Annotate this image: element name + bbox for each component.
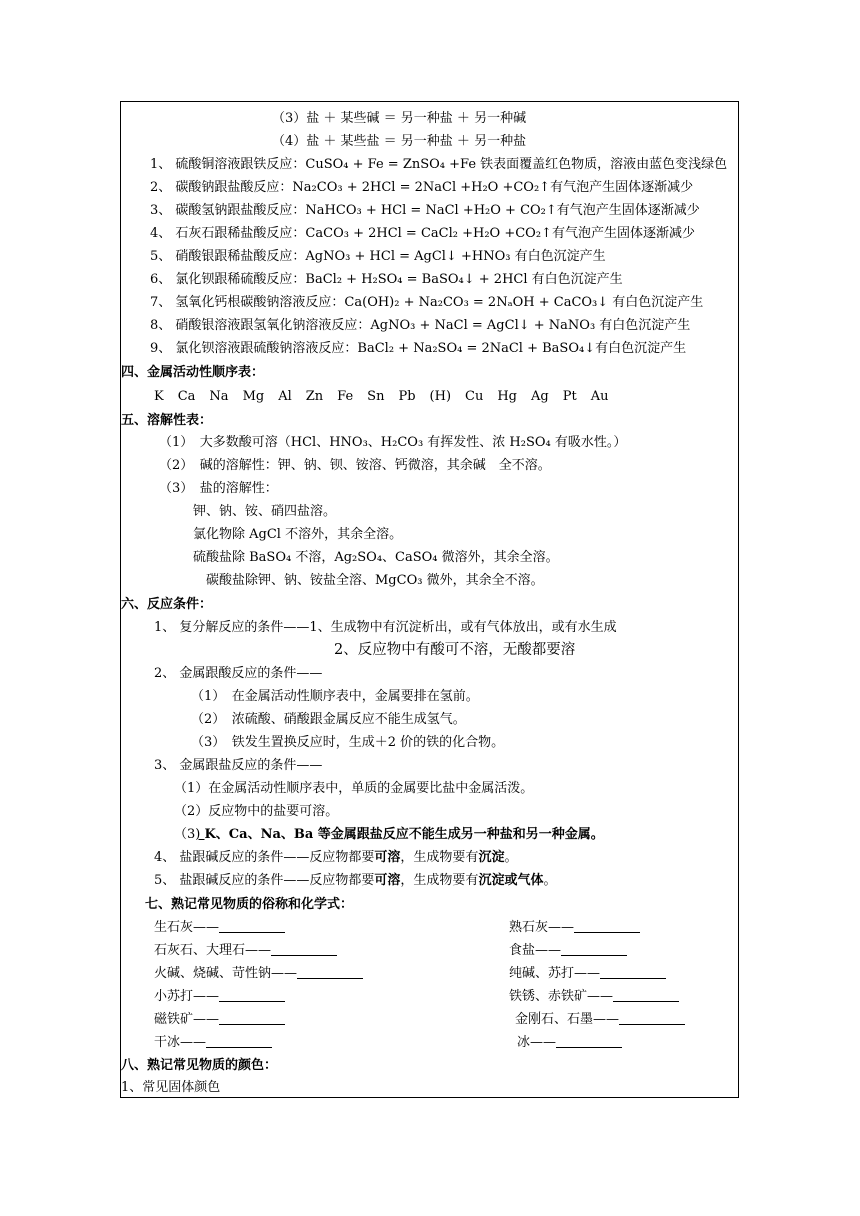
metal-symbol: (H) xyxy=(429,389,452,404)
condition-metal-salt: 3、 金属跟盐反应的条件—— xyxy=(154,758,323,773)
answer-blank xyxy=(219,1012,285,1025)
section-heading-8: 八、熟记常见物质的颜色： xyxy=(121,1058,278,1073)
reaction-6 xyxy=(150,272,623,288)
condition-metal-salt-2: （2）反应物中的盐要可溶。 xyxy=(174,804,339,819)
solid-colors-heading: 1、常见固体颜色 xyxy=(121,1080,221,1095)
metal-symbol: Au xyxy=(590,389,609,404)
metal-symbol: K xyxy=(154,389,164,404)
answer-blank xyxy=(297,966,363,979)
metal-symbol: Na xyxy=(209,389,229,404)
section-heading-7: 七、熟记常见物质的俗称和化学式： xyxy=(145,897,354,912)
common-name-quicklime: 生石灰—— xyxy=(154,920,285,936)
reaction-text: 氯化钡跟稀硫酸反应：BaCl₂ + H₂SO₄ = BaSO₄↓ + 2HCl 有白色沉淀产生 xyxy=(175,272,623,287)
reaction-4 xyxy=(150,226,695,242)
metal-symbol: Mg xyxy=(242,389,265,404)
condition-metal-acid-2: （2） 浓硫酸、硝酸跟金属反应不能生成氢气。 xyxy=(191,712,466,727)
reaction-7 xyxy=(150,295,703,311)
reaction-text: 硝酸银跟稀盐酸反应：AgNO₃ + HCl = AgCl↓ +HNO₃ 有白色沉淀产生 xyxy=(175,249,606,264)
solubility-salts: （3） 盐的溶解性： xyxy=(159,481,278,496)
section-heading-4: 四、金属活动性顺序表： xyxy=(121,365,265,380)
common-name-dry-ice: 干冰—— xyxy=(154,1035,272,1051)
common-name-baking-soda: 小苏打—— xyxy=(154,989,285,1005)
reaction-text: 石灰石跟稀盐酸反应：CaCO₃ + 2HCl = CaCl₂ +H₂O +CO₂↑有气泡产生固体逐渐减少 xyxy=(175,226,695,241)
rule-salt-salt: （4）盐 ＋ 某些盐 ＝ 另一种盐 ＋ 另一种盐 xyxy=(272,134,527,149)
condition-metal-salt-1: （1）在金属活动性顺序表中，单质的金属要比盐中金属活泼。 xyxy=(174,781,534,796)
condition-double-decomposition-2: 2、反应物中有酸可不溶，无酸都要溶 xyxy=(334,642,576,658)
reaction-9 xyxy=(150,341,686,357)
answer-blank xyxy=(219,989,285,1002)
reaction-number: 7、 xyxy=(150,295,172,310)
answer-blank xyxy=(561,943,627,956)
metal-symbol: Zn xyxy=(305,389,324,404)
common-name-ice: 冰—— xyxy=(517,1035,622,1051)
answer-blank xyxy=(556,1035,622,1048)
answer-blank xyxy=(613,989,679,1002)
metal-symbol: Ag xyxy=(531,389,549,404)
metal-symbol: Sn xyxy=(367,389,385,404)
reaction-5 xyxy=(150,249,606,265)
common-name-magnetite: 磁铁矿—— xyxy=(154,1012,285,1028)
reaction-number: 3、 xyxy=(150,203,172,218)
metal-symbol: Ca xyxy=(177,389,196,404)
reaction-number: 5、 xyxy=(150,249,172,264)
salt-rule-1: 钾、钠、铵、硝四盐溶。 xyxy=(193,504,337,519)
reaction-text: 硝酸银溶液跟氢氧化钠溶液反应：AgNO₃ + NaCl = AgCl↓ + NaNO₃ 有白色沉淀产生 xyxy=(175,318,691,333)
common-name-diamond-graphite: 金刚石、石墨—— xyxy=(515,1012,685,1028)
reaction-2 xyxy=(150,180,693,196)
salt-rule-2: 氯化物除 AgCl 不溶外，其余全溶。 xyxy=(193,527,403,542)
answer-blank xyxy=(271,943,337,956)
condition-metal-acid: 2、 金属跟酸反应的条件—— xyxy=(154,666,323,681)
common-name-slaked-lime: 熟石灰—— xyxy=(509,920,640,936)
reaction-1 xyxy=(150,157,727,173)
metal-symbol: Hg xyxy=(497,389,518,404)
common-name-limestone: 石灰石、大理石—— xyxy=(154,943,337,959)
reaction-number: 9、 xyxy=(150,341,172,356)
reaction-8 xyxy=(150,318,690,334)
reaction-text: 硫酸铜溶液跟铁反应：CuSO₄ + Fe = ZnSO₄ +Fe 铁表面覆盖红色物质，溶液由蓝色变浅绿色 xyxy=(175,157,728,172)
reaction-text: 碳酸氢钠跟盐酸反应：NaHCO₃ + HCl = NaCl +H₂O + CO₂↑有气泡产生固体逐渐减少 xyxy=(175,203,700,218)
metal-symbol: Pb xyxy=(398,389,416,404)
answer-blank xyxy=(219,920,285,933)
salt-rule-4: 碳酸盐除钾、钠、铵盐全溶、MgCO₃ 微外，其余全不溶。 xyxy=(206,573,544,588)
condition-salt-base: 4、 盐跟碱反应的条件——反应物都要可溶，生成物要有沉淀。 xyxy=(154,850,518,865)
common-name-salt: 食盐—— xyxy=(509,943,627,959)
salt-rule-3: 硫酸盐除 BaSO₄ 不溶，Ag₂SO₄、CaSO₄ 微溶外，其余全溶。 xyxy=(193,550,559,565)
condition-salt-base-2: 5、 盐跟碱反应的条件——反应物都要可溶，生成物要有沉淀或气体。 xyxy=(154,873,557,888)
section-heading-6: 六、反应条件： xyxy=(121,597,213,612)
reaction-number: 8、 xyxy=(150,318,172,333)
answer-blank xyxy=(574,920,640,933)
reaction-text: 氢氧化钙根碳酸钠溶液反应：Ca(OH)₂ + Na₂CO₃ = 2NₐOH + CaCO₃↓ 有白色沉淀产生 xyxy=(175,295,704,310)
answer-blank xyxy=(206,1035,272,1048)
reaction-number: 6、 xyxy=(150,272,172,287)
metal-symbol: Al xyxy=(278,389,292,404)
rule-salt-base: （3）盐 ＋ 某些碱 ＝ 另一种盐 ＋ 另一种碱 xyxy=(272,111,527,126)
solubility-bases: （2） 碱的溶解性：钾、钠、钡、铵溶、钙微溶，其余碱 全不溶。 xyxy=(159,458,551,473)
reaction-text: 碳酸钠跟盐酸反应：Na₂CO₃ + 2HCl = 2NaCl +H₂O +CO₂↑有气泡产生固体逐渐减少 xyxy=(175,180,694,195)
condition-metal-acid-3: （3） 铁发生置换反应时，生成＋2 价的铁的化合物。 xyxy=(191,735,505,750)
solubility-acids: （1） 大多数酸可溶（HCl、HNO₃、H₂CO₃ 有挥发性、浓 H₂SO₄ 有吸水性。） xyxy=(159,435,627,450)
condition-metal-acid-1: （1） 在金属活动性顺序表中，金属要排在氢前。 xyxy=(191,689,479,704)
answer-blank xyxy=(600,966,666,979)
document-frame xyxy=(120,101,739,1098)
metal-activity-series xyxy=(154,389,608,405)
common-name-rust: 铁锈、赤铁矿—— xyxy=(509,989,679,1005)
metal-symbol: Pt xyxy=(562,389,577,404)
reaction-text: 氯化钡溶液跟硫酸钠溶液反应：BaCl₂ + Na₂SO₄ = 2NaCl + BaSO₄↓有白色沉淀产生 xyxy=(175,341,687,356)
metal-symbol: Fe xyxy=(337,389,354,404)
reaction-number: 2、 xyxy=(150,180,172,195)
answer-blank xyxy=(619,1012,685,1025)
reaction-number: 4、 xyxy=(150,226,172,241)
section-heading-5: 五、溶解性表： xyxy=(121,413,213,428)
condition-metal-salt-3: （3) K、Ca、Na、Ba 等金属跟盐反应不能生成另一种盐和另一种金属。 xyxy=(174,827,604,842)
common-name-soda-ash: 纯碱、苏打—— xyxy=(509,966,666,982)
condition-double-decomposition: 1、 复分解反应的条件——1、生成物中有沉淀析出，或有气体放出，或有水生成 xyxy=(154,620,617,635)
reaction-number: 1、 xyxy=(150,157,172,172)
reaction-3 xyxy=(150,203,700,219)
metal-symbol: Cu xyxy=(465,389,484,404)
common-name-caustic-soda: 火碱、烧碱、苛性钠—— xyxy=(154,966,363,982)
